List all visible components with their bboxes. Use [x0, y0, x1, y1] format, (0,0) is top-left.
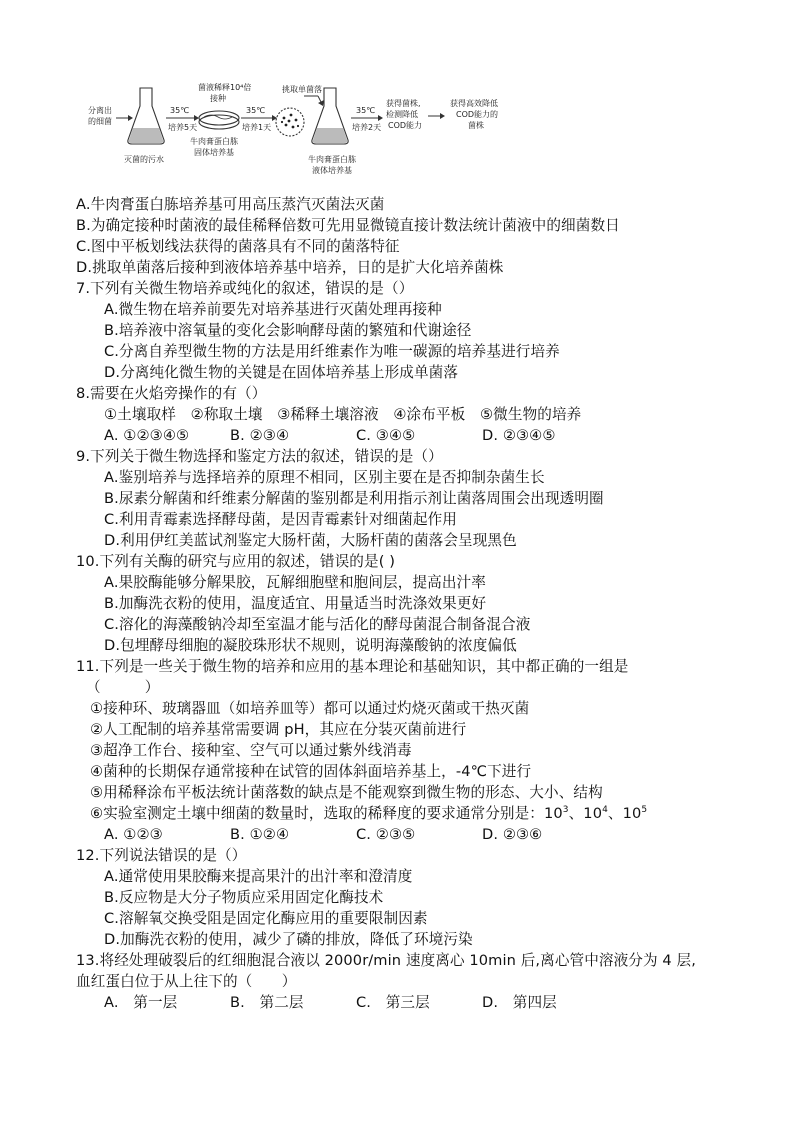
final-line-2: COD能力的 [456, 110, 499, 119]
result-line-2: 检测降低 [386, 110, 418, 119]
q11-statement-4: ④菌种的长期保存通常接种在试管的固体斜面培养基上，-4℃下进行 [90, 763, 532, 780]
final-line-3: 菌株 [468, 121, 484, 130]
q6-option-a: A.牛肉膏蛋白胨培养基可用高压蒸汽灭菌法灭菌 [76, 196, 385, 213]
q9-option-c: C.利用青霉素选择酵母菌，是因青霉素针对细菌起作用 [104, 511, 457, 528]
flask2-caption-1: 牛肉膏蛋白胨 [308, 155, 356, 164]
q13-option-b: B. 第二层 [230, 994, 304, 1011]
q9-option-a: A.鉴别培养与选择培养的原理不相同，区别主要在是否抑制杂菌生长 [104, 469, 545, 486]
q11-stem: 11.下列是一些关于微生物的培养和应用的基本理论和基础知识，其中都正确的一组是 [76, 658, 629, 675]
q13-option-d: D. 第四层 [482, 994, 557, 1011]
q7-option-d: D.分离纯化微生物的关键是在固体培养基上形成单菌落 [104, 364, 459, 381]
q13-stem-line-2: 血红蛋白位于从上往下的（ ） [76, 973, 297, 990]
q9-option-d: D.利用伊红美蓝试剂鉴定大肠杆菌，大肠杆菌的菌落会呈现黑色 [104, 532, 517, 549]
flask1-caption: 灭菌的污水 [124, 155, 164, 164]
q11-exp-2: 4 [602, 805, 608, 816]
sample-label-bottom: 的细菌 [88, 117, 112, 126]
q12-option-d: D.加酶洗衣粉的使用，减少了磷的排放，降低了环境污染 [104, 931, 473, 948]
q11-exp-3: 5 [641, 805, 648, 816]
result-line-3: COD能力 [388, 121, 423, 130]
q9-option-b: B.尿素分解菌和纤维素分解菌的鉴别都是利用指示剂让菌落周围会出现透明圈 [104, 490, 604, 507]
step2-label: 培养1天 [242, 123, 272, 132]
petri-dish-streak-icon [199, 111, 239, 129]
q13-stem-line-1: 13.将经处理破裂后的红细胞混合液以 2000r/min 速度离心 10min 后,离心管中溶液分为 4 层, [76, 952, 696, 969]
petri-dish-colonies-icon [276, 108, 304, 136]
q11-exp-1: 3 [562, 805, 569, 816]
q12-option-a: A.通常使用果胶酶来提高果汁的出汁率和澄清度 [104, 868, 413, 885]
q7-option-b: B.培养液中溶氧量的变化会影响酵母菌的繁殖和代谢途径 [104, 322, 472, 339]
q13-options [104, 993, 557, 1013]
q8-option-a: A. ①②③④⑤ [104, 427, 190, 444]
experiment-flow-diagram [86, 82, 526, 182]
q13-option-c: C. 第三层 [356, 994, 430, 1011]
q10-option-d: D.包埋酵母细胞的凝胶珠形状不规则，说明海藻酸钠的浓度偏低 [104, 637, 517, 654]
temp1-label: 35℃ [170, 106, 190, 115]
q12-option-b: B.反应物是大分子物质应采用固定化酶技术 [104, 889, 384, 906]
temp3-label: 35℃ [356, 106, 376, 115]
q7-option-a: A.微生物在培养前要先对培养基进行灭菌处理再接种 [104, 301, 442, 318]
q13-option-a: A. 第一层 [104, 994, 178, 1011]
q11-option-c: C. ②③⑤ [356, 826, 416, 843]
q11-statement-2: ②人工配制的培养基常需要调 pH，其应在分装灭菌前进行 [90, 721, 467, 738]
q11-option-d: D. ②③⑥ [482, 826, 543, 843]
q6-option-c: C.图中平板划线法获得的菌落具有不同的菌落特征 [76, 238, 400, 255]
plate-caption-1: 牛肉膏蛋白胨 [190, 137, 238, 146]
q11-option-b: B. ①②④ [230, 826, 290, 843]
q10-option-a: A.果胶酶能够分解果胶，瓦解细胞壁和胞间层，提高出汁率 [104, 574, 486, 591]
q6-option-b: B.为确定接种时菌液的最佳稀释倍数可先用显微镜直接计数法统计菌液中的细菌数日 [76, 217, 620, 234]
sample-label-top: 分离出 [88, 106, 112, 115]
q11-answer-paren: （ ） [86, 679, 160, 696]
q7-option-c: C.分离自养型微生物的方法是用纤维素作为唯一碳源的培养基进行培养 [104, 343, 560, 360]
q6-option-d: D.挑取单菌落后接种到液体培养基中培养，日的是扩大化培养菌株 [76, 259, 504, 276]
q11-statement-1: ①接种环、玻璃器皿（如培养皿等）都可以通过灼烧灭菌或干热灭菌 [90, 700, 530, 717]
q8-option-b: B. ②③④ [230, 427, 290, 444]
dilute-label: 菌液稀释10⁴倍 [198, 83, 252, 92]
q11-statement-3: ③超净工作台、接种室、空气可以通过紫外线消毒 [90, 742, 412, 759]
q10-option-b: B.加酶洗衣粉的使用，温度适宜、用量适当时洗涤效果更好 [104, 595, 487, 612]
q8-items: ①土壤取样 ②称取土壤 ③稀释土壤溶液 ④涂布平板 ⑤微生物的培养 [104, 406, 582, 423]
q9-stem: 9.下列关于微生物选择和鉴定方法的叙述，错误的是（） [76, 448, 443, 465]
q8-stem: 8.需要在火焰旁操作的有（） [76, 385, 267, 402]
step3-label: 培养2天 [352, 123, 382, 132]
q11-sep-1: 、10 [568, 805, 603, 822]
step1-label: 培养5天 [168, 123, 198, 132]
q11-sep-2: 、10 [607, 805, 642, 822]
result-line-1: 获得菌株, [386, 99, 421, 108]
q11-statement-5: ⑤用稀释涂布平板法统计菌落数的缺点是不能观察到微生物的形态、大小、结构 [90, 784, 603, 801]
plate-caption-2: 固体培养基 [194, 148, 234, 157]
flask2-caption-2: 液体培养基 [312, 166, 352, 175]
q11-s6-text: ⑥实验室测定土壤中细菌的数量时，选取的稀释度的要求通常分别是：10 [90, 805, 563, 822]
inoculate-label: 接种 [210, 94, 226, 103]
q7-stem: 7.下列有关微生物培养或纯化的叙述，错误的是（） [76, 280, 414, 297]
q11-statement-6 [90, 804, 647, 824]
pick-label: 挑取单菌落 [282, 85, 322, 94]
conical-flask-1-icon [128, 88, 164, 144]
q12-stem: 12.下列说法错误的是（） [76, 847, 247, 864]
q8-options [104, 426, 556, 446]
q11-options [104, 825, 542, 845]
q11-option-a: A. ①②③ [104, 826, 163, 843]
final-line-1: 获得高效降低 [450, 99, 498, 108]
q8-option-d: D. ②③④⑤ [482, 427, 556, 444]
q8-option-c: C. ③④⑤ [356, 427, 416, 444]
temp2-label: 35℃ [246, 106, 266, 115]
q12-option-c: C.溶解氧交换受阻是固定化酶应用的重要限制因素 [104, 910, 428, 927]
q10-option-c: C.溶化的海藻酸钠冷却至室温才能与活化的酵母菌混合制备混合液 [104, 616, 531, 633]
q10-stem: 10.下列有关酶的研究与应用的叙述，错误的是( ) [76, 553, 396, 570]
